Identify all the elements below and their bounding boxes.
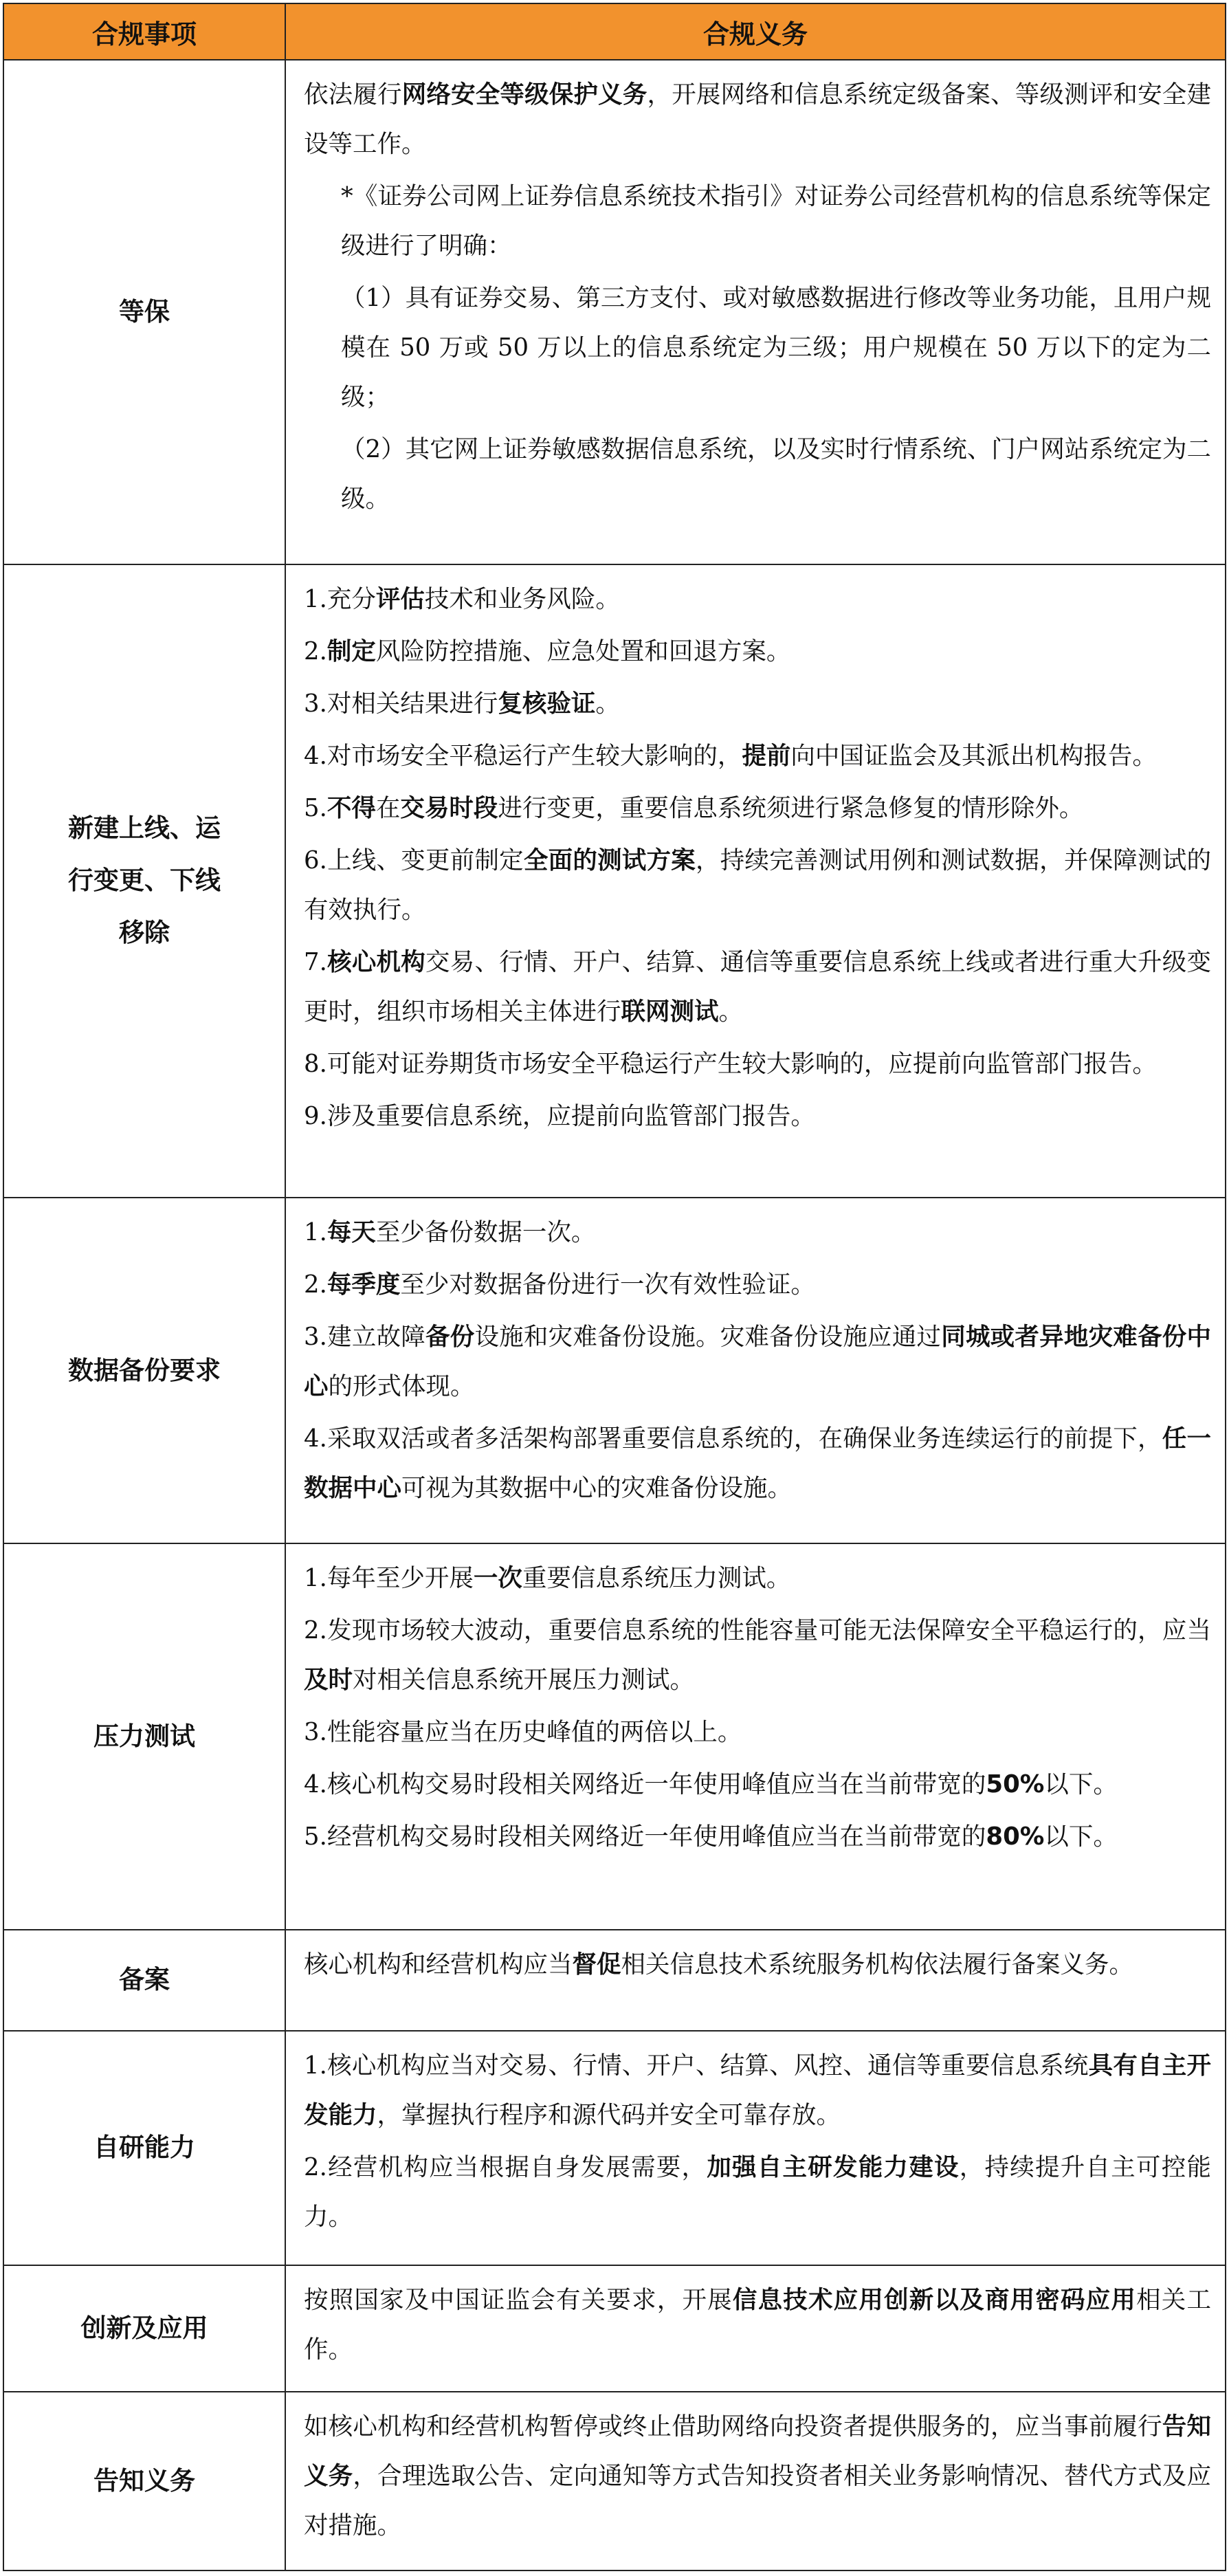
paragraph-text: 重要信息系统压力测试。 [522,1564,791,1593]
paragraph-text: 设施和灾难备份设施。灾难备份设施应通过 [474,1322,942,1351]
paragraph-text: 如核心机构和经营机构暂停或终止借助网络向投资者提供服务的，应当事前履行 [304,2412,1162,2441]
compliance-obligation-cell [285,1543,1226,1929]
obligation-paragraph [304,2402,1211,2551]
paragraph-text: 1.充分 [304,585,376,614]
table-header [3,3,1226,60]
compliance-item-cell: 告知义务 [3,2392,285,2571]
obligation-paragraph [304,1260,1211,1310]
compliance-item-cell: 数据备份要求 [3,1198,285,1544]
paragraph-text: 相关信息技术系统服务机构依法履行备案义务。 [621,1950,1134,1979]
paragraph-text: 可视为其数据中心的灾难备份设施。 [401,1473,793,1502]
emphasis-text: 提前 [742,742,791,771]
paragraph-text: ，掌握执行程序和源代码并安全可靠存放。 [377,2100,841,2129]
obligation-paragraph [304,731,1211,781]
compliance-item-cell: 创新及应用 [3,2265,285,2392]
compliance-obligation-cell [285,2031,1226,2265]
paragraph-text: ，开展网络和信息系统定级备案、等级测评和安全建设等工作。 [304,80,1211,158]
emphasis-text: 一次 [473,1564,522,1593]
compliance-item-cell [3,564,285,1198]
obligation-paragraph [304,1414,1211,1513]
emphasis-text: 评估 [375,585,425,614]
paragraph-text: 交易、行情、开户、结算、通信等重要信息系统上线或者进行重大升级变更时，组织市场相关主体进行 [304,948,1211,1026]
item-label-line: 行变更、下线 [68,866,221,896]
compliance-item-cell: 压力测试 [3,1543,285,1929]
paragraph-text: 8.可能对证券期货市场安全平稳运行产生较大影响的，应提前向监管部门报告。 [304,1050,1157,1079]
obligation-paragraph [304,784,1211,833]
obligation-paragraph [304,836,1211,935]
emphasis-text: 80% [986,1823,1045,1851]
paragraph-text: 6.上线、变更前制定 [304,846,524,875]
compliance-obligation-cell [285,1930,1226,2031]
obligation-paragraph [304,938,1211,1037]
item-label-line: 新建上线、运 [68,813,221,844]
obligation-paragraph [304,70,1211,169]
paragraph-text: 在 [375,794,401,823]
paragraph-text: 核心机构和经营机构应当 [304,1950,573,1979]
emphasis-text: 网络安全等级保护义务 [401,80,647,109]
paragraph-text: 4.对市场安全平稳运行产生较大影响的， [304,742,742,771]
obligation-paragraph [304,679,1211,729]
emphasis-text: 加强自主研发能力建设 [707,2153,960,2181]
row-data-backup [3,1198,1226,1544]
paragraph-text: 2. [304,1270,327,1299]
paragraph-text: 以下。 [1044,1770,1118,1799]
paragraph-text: （2）其它网上证券敏感数据信息系统，以及实时行情系统、门户网站系统定为二级。 [341,435,1211,513]
obligation-paragraph [304,1312,1211,1411]
paragraph-text: *《证券公司网上证券信息系统技术指引》对证券公司经营机构的信息系统等保定级进行了明确： [341,182,1211,260]
obligation-paragraph [304,1708,1211,1757]
obligation-paragraph [304,627,1211,676]
obligation-paragraph [304,2143,1211,2242]
obligation-paragraph [304,1039,1211,1089]
compliance-obligation-cell [285,60,1226,564]
emphasis-text: 核心机构 [326,948,425,977]
header-row [3,3,1226,60]
emphasis-text: 复核验证 [498,690,596,718]
paragraph-text: 2.发现市场较大波动，重要信息系统的性能容量可能无法保障安全平稳运行的，应当 [304,1616,1211,1645]
paragraph-text: 1.核心机构应当对交易、行情、开户、结算、风控、通信等重要信息系统 [304,2051,1089,2080]
row-stress-test [3,1543,1226,1929]
obligation-paragraph [304,1092,1211,1141]
paragraph-text: ，持续完善测试用例和测试数据，并保障测试的有效执行。 [304,846,1211,925]
paragraph-text: 至少对数据备份进行一次有效性验证。 [400,1270,815,1299]
compliance-item-cell: 等保 [3,60,285,564]
emphasis-text: 每季度 [326,1270,401,1299]
emphasis-text: 同城或者异地灾难备份中心 [304,1322,1211,1400]
compliance-obligation-cell [285,564,1226,1198]
paragraph-text: 。 [595,690,620,718]
emphasis-text: 告知义务 [304,2412,1211,2490]
obligation-paragraph [304,1208,1211,1257]
paragraph-text: 2.经营机构应当根据自身发展需要， [304,2153,707,2181]
emphasis-text: 联网测试 [621,998,719,1026]
compliance-obligation-cell [285,1198,1226,1544]
compliance-table [3,3,1226,2571]
obligation-paragraph [304,2041,1211,2140]
obligation-paragraph [304,1812,1211,1862]
compliance-item-cell: 自研能力 [3,2031,285,2265]
paragraph-text: 3.建立故障 [304,1322,425,1351]
row-notification [3,2392,1226,2571]
paragraph-text: 风险防控措施、应急处置和回退方案。 [375,637,791,666]
obligation-paragraph [304,2276,1211,2375]
header-compliance-obligation: 合规义务 [285,3,1226,60]
paragraph-text: 4.核心机构交易时段相关网络近一年使用峰值应当在当前带宽的 [304,1770,986,1799]
emphasis-text: 督促 [572,1950,621,1979]
paragraph-text: 对相关信息系统开展压力测试。 [353,1666,695,1695]
paragraph-text: 9.涉及重要信息系统，应提前向监管部门报告。 [304,1102,815,1131]
paragraph-text: 技术和业务风险。 [424,585,620,614]
paragraph-text: 以下。 [1044,1823,1118,1851]
emphasis-text: 具有自主开发能力 [304,2051,1211,2129]
paragraph-text: 的形式体现。 [328,1372,475,1400]
paragraph-text: 1. [304,1218,327,1246]
obligation-paragraph [304,1940,1211,1990]
paragraph-text: 依法履行 [304,80,402,109]
compliance-obligation-cell [285,2392,1226,2571]
paragraph-text: 5.经营机构交易时段相关网络近一年使用峰值应当在当前带宽的 [304,1823,986,1851]
paragraph-text: 。 [718,998,744,1026]
compliance-obligation-cell [285,2265,1226,2392]
emphasis-text: 任一数据中心 [304,1424,1211,1502]
paragraph-text: 向中国证监会及其派出机构报告。 [790,742,1157,771]
item-label-line: 移除 [119,918,170,948]
emphasis-text: 交易时段 [400,794,498,823]
row-dengbao [3,60,1226,564]
table-body [3,60,1226,2571]
paragraph-text: 2. [304,637,327,666]
paragraph-text: ，持续提升自主可控能力。 [304,2153,1211,2231]
paragraph-text: 7. [304,948,327,977]
obligation-paragraph [304,425,1211,524]
row-launch-change-removal [3,564,1226,1198]
emphasis-text: 信息技术应用创新以及商用密码应用 [732,2286,1137,2315]
row-self-development [3,2031,1226,2265]
paragraph-text: （1）具有证券交易、第三方支付、或对敏感数据进行修改等业务功能，且用户规模在 50 万或 50 万以上的信息系统定为三级；用户规模在 50 万以下的定为二级； [341,284,1211,411]
paragraph-text: 至少备份数据一次。 [375,1218,596,1246]
paragraph-text: 3.性能容量应当在历史峰值的两倍以上。 [304,1718,742,1747]
obligation-paragraph [304,1606,1211,1705]
emphasis-text: 全面的测试方案 [523,846,696,875]
obligation-paragraph [304,1760,1211,1809]
obligation-paragraph [304,575,1211,624]
emphasis-text: 每天 [326,1218,376,1246]
paragraph-text: ，合理选取公告、定向通知等方式告知投资者相关业务影响情况、替代方式及应对措施。 [304,2461,1211,2540]
paragraph-text: 相关工作。 [304,2286,1211,2364]
paragraph-text: 4.采取双活或者多活架构部署重要信息系统的，在确保业务连续运行的前提下， [304,1424,1162,1453]
obligation-paragraph [304,1554,1211,1603]
emphasis-text: 50% [986,1770,1045,1799]
paragraph-text: 3.对相关结果进行 [304,690,498,718]
paragraph-text: 1.每年至少开展 [304,1564,474,1593]
emphasis-text: 不得 [326,794,376,823]
emphasis-text: 及时 [304,1666,353,1695]
emphasis-text: 制定 [326,637,376,666]
header-compliance-item: 合规事项 [3,3,285,60]
row-filing [3,1930,1226,2031]
obligation-paragraph [304,172,1211,271]
compliance-item-cell: 备案 [3,1930,285,2031]
obligation-paragraph [304,274,1211,422]
paragraph-text: 进行变更，重要信息系统须进行紧急修复的情形除外。 [498,794,1084,823]
paragraph-text: 5. [304,794,327,823]
paragraph-text: 按照国家及中国证监会有关要求，开展 [304,2286,733,2315]
row-innovation [3,2265,1226,2392]
emphasis-text: 备份 [425,1322,475,1351]
